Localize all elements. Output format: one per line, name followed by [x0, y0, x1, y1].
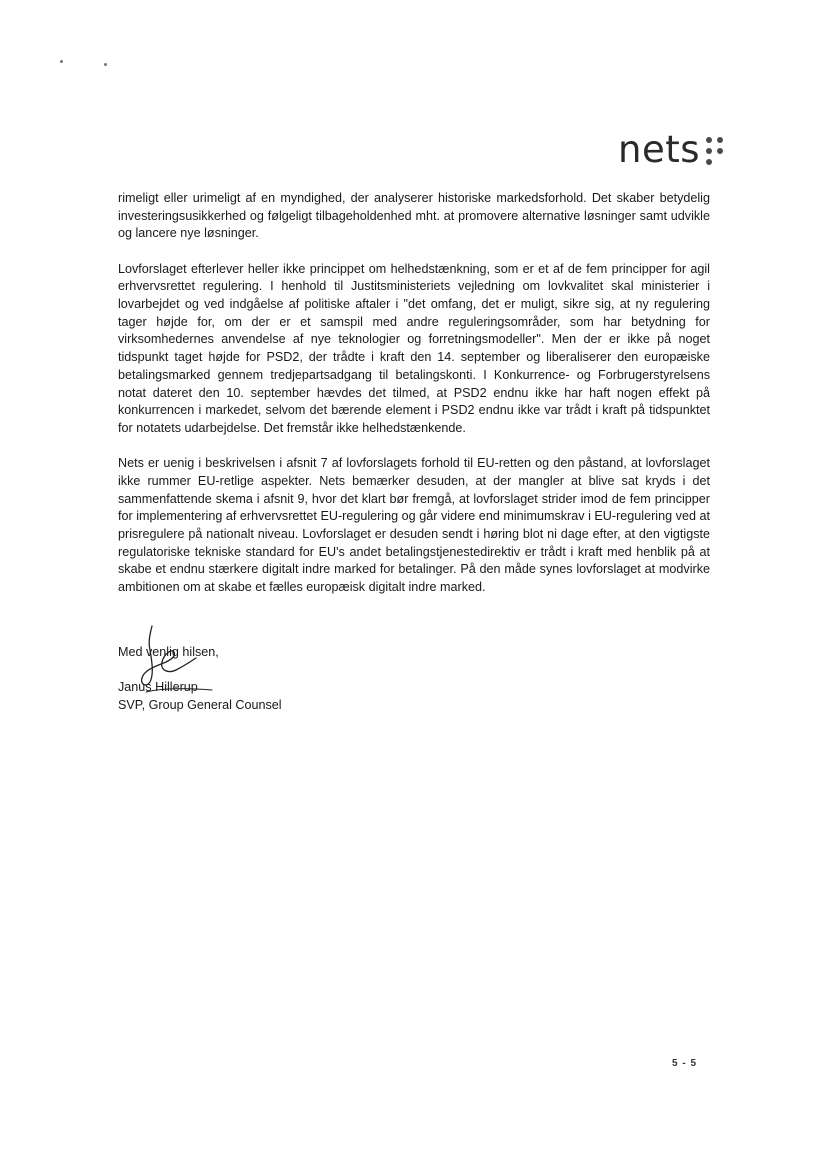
letter-body: [118, 190, 710, 614]
scan-artifact-dot: [60, 60, 63, 63]
page-number: 5 - 5: [672, 1058, 698, 1069]
paragraph: Nets er uenig i beskrivelsen i afsnit 7 af lovforslagets forhold til EU-retten og den påstand, at lovforslaget ikke rummer EU-retlige aspekter. Nets bemærker desuden, at der mangler at blive sat kryds i det sammenfattende skema i afsnit 9, hvor det klart bør fremgå, at lovforslaget strider imod de fem principper for implementering af erhvervsrettet EU-regulering og går videre end minimumskrav i EU-regulering ved at prisregulere på nationalt niveau. Lovforslaget er desuden sendt i høring blot ni dage efter, at den vigtigste regulatoriske tekniske standard for EU's andet betalingstjenestedirektiv er trådt i kraft med henblik på at skabe et endnu stærkere digitalt indre marked for betalinger. På den måde synes lovforslaget at modvirke ambitionen om at skabe et fælles europæisk digitalt indre marked.: [118, 456, 710, 595]
logo-text: nets: [618, 128, 700, 171]
signatory-name: Janus Hillerup: [118, 680, 198, 695]
paragraph: rimeligt eller urimeligt af en myndighed, der analyserer historiske markedsforhold. Det skaber betydelig investeringsusikkerhed og følgeligt tilbageholdenhed mht. at promovere alternative løsninger samt udvikle og lancere nye løsninger.: [118, 191, 710, 241]
closing-greeting: Med venlig hilsen,: [118, 645, 219, 659]
letter-closing: [118, 644, 282, 715]
paragraph: Lovforslaget efterlever heller ikke princippet om helhedstænkning, som er et af de fem principper for agil erhvervsrettet regulering. I henhold til Justitsministeriets vejledning om lovkvalitet skal ministerier i lovarbejdet og ved indgåelse af politiske aftaler i "det omfang, det er muligt, sikre sig, at ny regulering tager højde for, om der er et samspil med andre reguleringsområder, som har betydning for virksomhedernes anvendelse af nye teknologier og forretningsmodeller". Men der er ikke på noget tidspunkt taget højde for PSD2, der trådte i kraft den 14. september og liberaliserer den europæiske betalingsmarked gennem tredjepartsadgang til betalingskonti. I Konkurrence- og Forbrugerstyrelsens notat dateret den 10. september hævdes det tilmed, at PSD2 endnu ikke har haft nogen effekt på konkurrencen i markedet, selvom det bærende element i PSD2 endnu ikke var trådt i kraft på tidspunktet for notatets udarbejdelse. Det fremstår ikke helhedstænkende.: [118, 261, 710, 435]
scan-artifact-dot: [104, 63, 107, 66]
signatory-title: SVP, Group General Counsel: [118, 697, 282, 712]
nets-dots-logo-icon: [706, 133, 728, 167]
nets-logo: [618, 128, 728, 172]
